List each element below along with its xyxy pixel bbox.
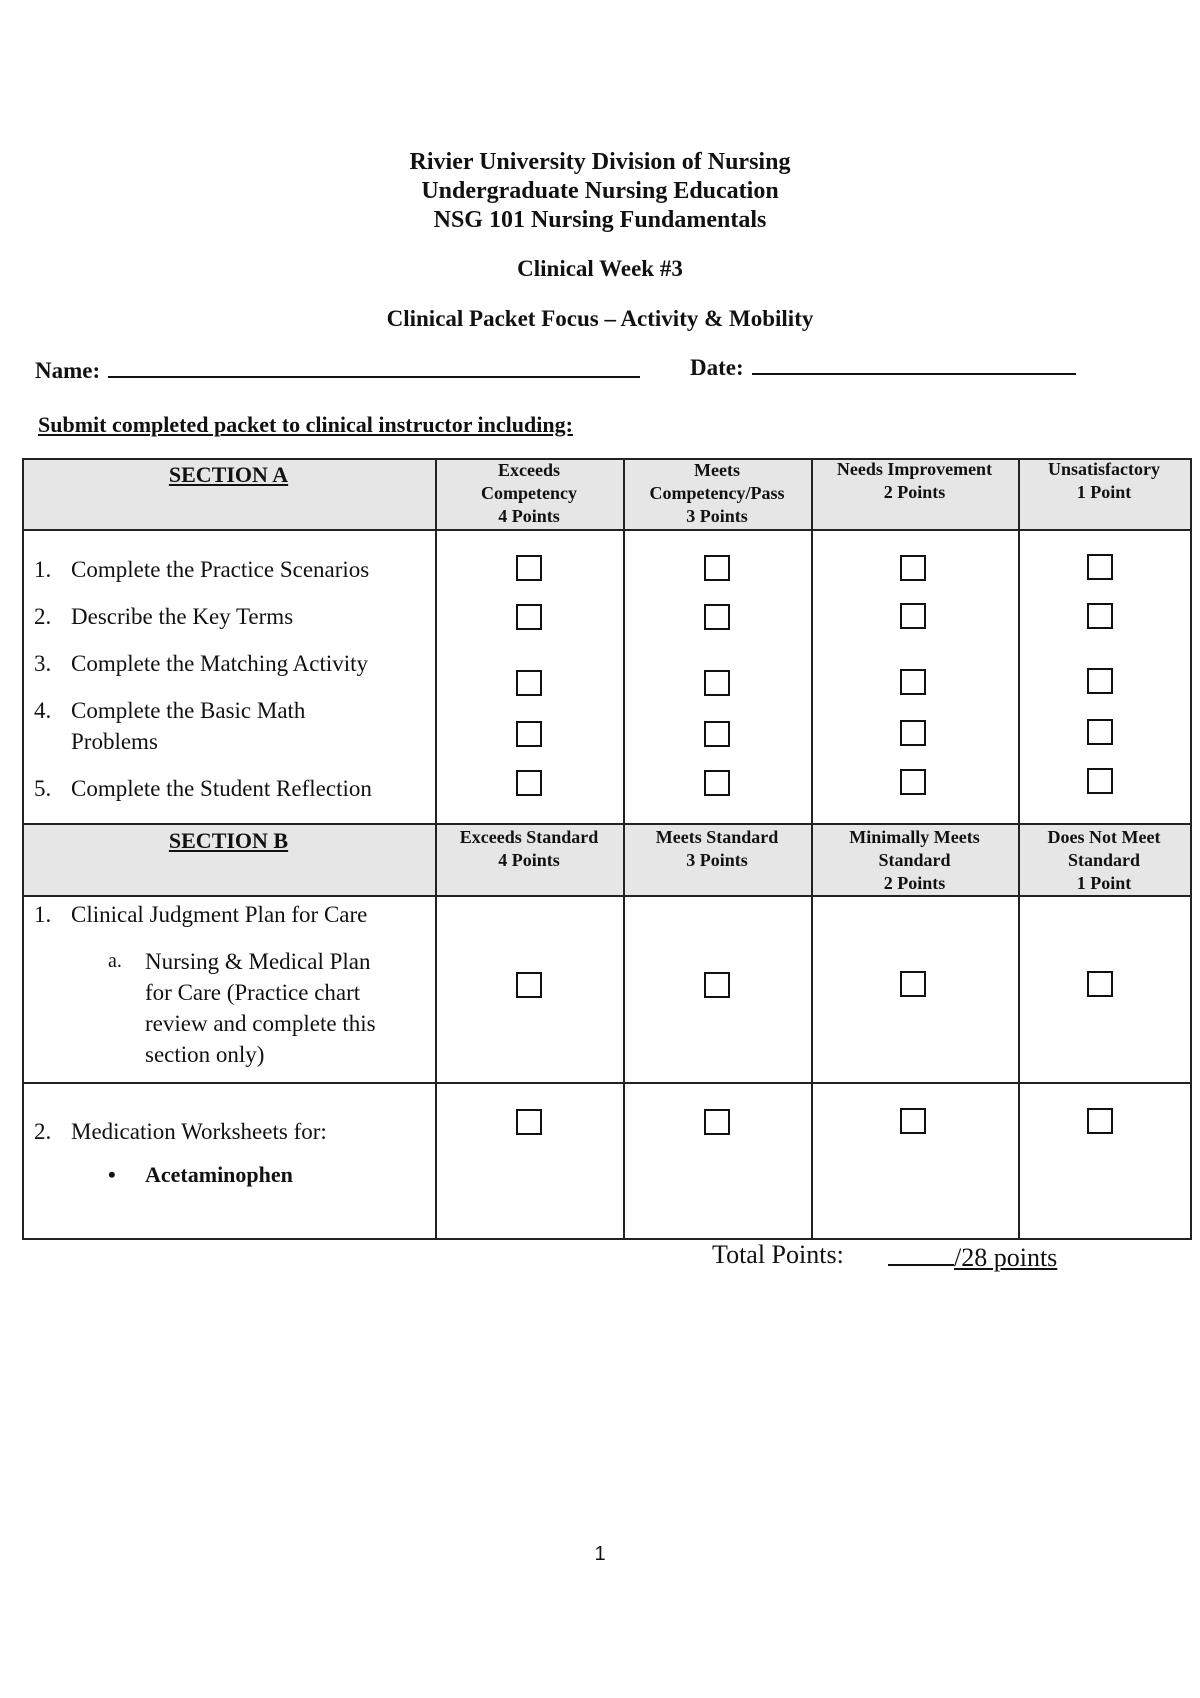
name-label: Name: [35,358,101,383]
checkbox-a1-exceeds[interactable] [516,555,542,581]
checkbox-a4-unsatisfactory[interactable] [1087,719,1113,745]
clinical-week: Clinical Week #3 [517,256,683,281]
checkbox-a2-meets[interactable] [704,604,730,630]
checkbox-a5-needs-improvement[interactable] [900,769,926,795]
checkbox-a3-meets[interactable] [704,670,730,696]
checkbox-b2-does-not-meet[interactable] [1087,1108,1113,1134]
checkbox-a5-meets[interactable] [704,770,730,796]
checkbox-a4-exceeds[interactable] [516,721,542,747]
checkbox-b1-exceeds[interactable] [516,972,542,998]
checkbox-a3-unsatisfactory[interactable] [1087,668,1113,694]
name-input-line[interactable] [108,356,640,378]
col-does-not-meet: Does Not Meet Standard 1 Point [1047,827,1161,893]
checkbox-a3-needs-improvement[interactable] [900,669,926,695]
col-needs-improvement: Needs Improvement 2 Points [836,459,993,502]
checkbox-a5-exceeds[interactable] [516,770,542,796]
checkbox-b1-does-not-meet[interactable] [1087,971,1113,997]
university-name: Rivier University Division of Nursing [409,149,791,175]
section-a-title: SECTION A [168,462,289,487]
col-minimally-meets: Minimally Meets Standard 2 Points [849,827,980,893]
checkbox-a3-exceeds[interactable] [516,670,542,696]
col-meets-competency: Meets Competency/Pass 3 Points [649,460,785,526]
checkbox-a2-unsatisfactory[interactable] [1087,603,1113,629]
checkbox-a2-needs-improvement[interactable] [900,603,926,629]
header-block [0,148,1200,235]
name-field[interactable] [35,356,640,384]
checkbox-a4-meets[interactable] [704,721,730,747]
date-input-line[interactable] [752,353,1076,375]
total-points-value[interactable]: /28 points [888,1240,1057,1273]
total-points-label: Total Points: [712,1240,844,1269]
section-b-title: SECTION B [168,828,289,853]
course-name: NSG 101 Nursing Fundamentals [433,207,767,233]
checkbox-a4-needs-improvement[interactable] [900,720,926,746]
checkbox-b1-meets[interactable] [704,972,730,998]
submit-instruction: Submit completed packet to clinical instructor including: [38,412,573,437]
date-field[interactable] [690,353,1076,381]
col-exceeds-competency: Exceeds Competency 4 Points [481,460,577,526]
packet-focus: Clinical Packet Focus – Activity & Mobility [386,306,814,331]
checkbox-b1-minimally-meets[interactable] [900,971,926,997]
checkbox-b2-exceeds[interactable] [516,1109,542,1135]
checkbox-a2-exceeds[interactable] [516,604,542,630]
program-name: Undergraduate Nursing Education [421,178,779,204]
checkbox-a1-needs-improvement[interactable] [900,555,926,581]
rubric-table: SECTION A Exceeds Competency 4 Points Meets Competency/Pass 3 Points Needs Improvement 2 Points Unsatisfactory 1 Point 1. Complete the Practice Scenarios 2. Describe the Key Terms 3. Complete the Matching Activity 4. Complete the Basic Math Problems 5. Complete the Student Reflection SECTION B Exceeds Standard 4 Points Meets Standard 3 Points Minimally Meets Standard 2 Points Does Not Meet Standard 1 Point 1. Clinical Judgment Plan for Care a. Nursing & Medical Plan for Care (Practice chart review and complete this section only) 2. Medication Worksheets for: • Acetaminophen [22,458,1192,1240]
checkbox-a1-meets[interactable] [704,555,730,581]
checkbox-b2-minimally-meets[interactable] [900,1108,926,1134]
col-unsatisfactory: Unsatisfactory 1 Point [1048,459,1160,502]
page-number: 1 [594,1543,606,1565]
date-label: Date: [690,355,744,380]
col-meets-standard: Meets Standard 3 Points [655,827,779,870]
col-exceeds-standard: Exceeds Standard 4 Points [459,827,599,870]
checkbox-a1-unsatisfactory[interactable] [1087,554,1113,580]
total-points [712,1240,1058,1272]
checkbox-a5-unsatisfactory[interactable] [1087,768,1113,794]
checkbox-b2-meets[interactable] [704,1109,730,1135]
